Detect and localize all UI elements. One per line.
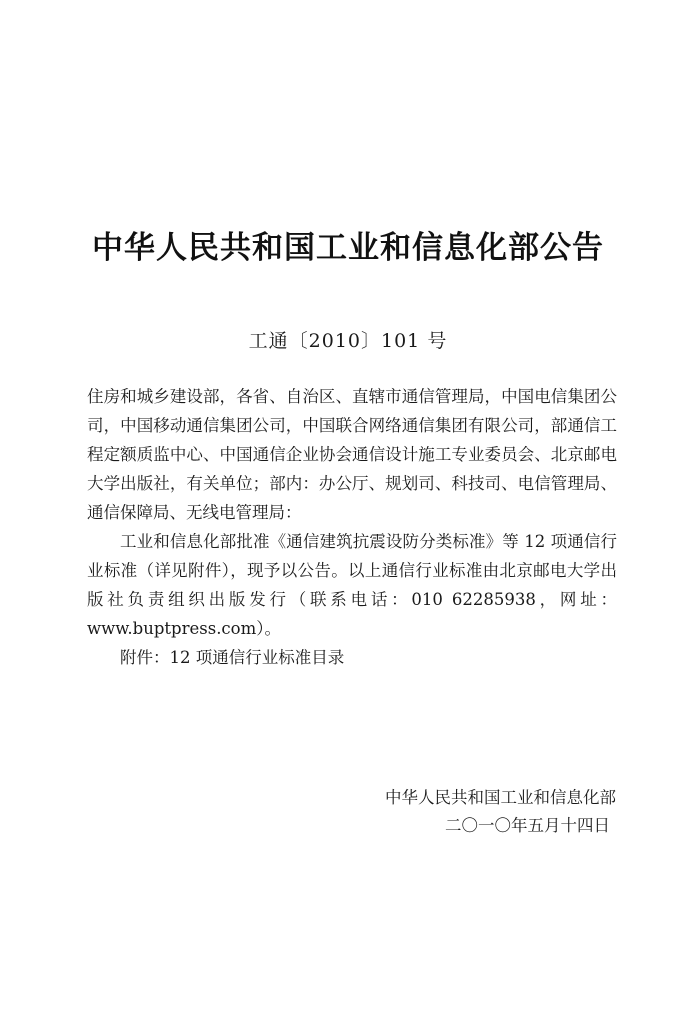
signature-date: 二〇一〇年五月十四日 xyxy=(445,816,610,835)
document-number: 工通〔2010〕101 号 xyxy=(248,330,448,352)
announcement-paragraph: 工业和信息化部批准《通信建筑抗震设防分类标准》等 12 项通信行业标准（详见附件），现予以公告。以上通信行业标准由北京邮电大学出版社负责组织出版发行（联系电话：010 62285938，网址：www.buptpress.com）。 xyxy=(87,532,617,638)
recipients-paragraph: 住房和城乡建设部，各省、自治区、直辖市通信管理局，中国电信集团公司，中国移动通信集团公司，中国联合网络通信集团有限公司，部通信工程定额质监中心、中国通信企业协会通信设计施工专业委员会、北京邮电大学出版社，有关单位；部内：办公厅、规划司、科技司、电信管理局、通信保障局、无线电管理局： xyxy=(87,387,617,522)
signature-organization: 中华人民共和国工业和信息化部 xyxy=(385,788,616,807)
attachment-line: 附件：12 项通信行业标准目录 xyxy=(120,648,345,667)
signature-block xyxy=(385,784,616,840)
document-title: 中华人民共和国工业和信息化部公告 xyxy=(92,230,604,266)
document-body xyxy=(87,382,617,672)
